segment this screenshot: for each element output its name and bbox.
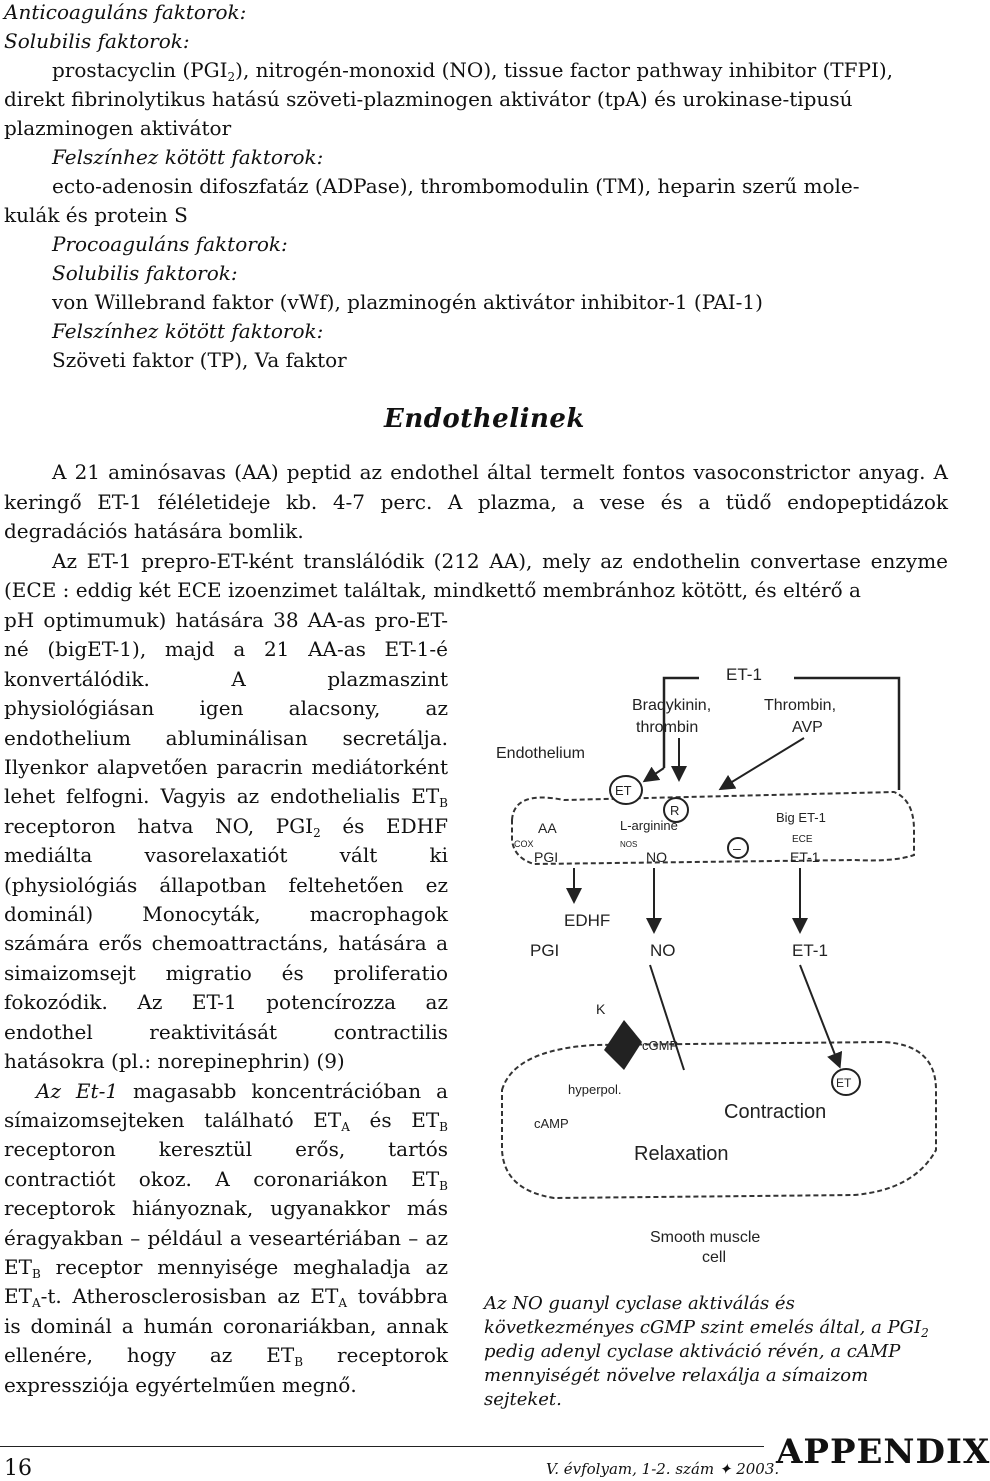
bradykinin-label: Bradykinin, bbox=[632, 697, 712, 714]
procoag-title: Procoaguláns faktorok: bbox=[52, 232, 288, 256]
ece-label: ECE bbox=[792, 834, 813, 845]
thrombin-label-1: thrombin bbox=[636, 719, 699, 736]
eta-receptor-label: ET bbox=[836, 1076, 852, 1090]
contraction-label: Contraction bbox=[724, 1101, 827, 1123]
arrow-eta bbox=[800, 965, 839, 1065]
surface-text-1: ecto-adenosin difoszfatáz (ADPase), thrombomodulin (TM), heparin szerű mole- bbox=[52, 174, 860, 198]
et1-top-label: ET-1 bbox=[726, 665, 762, 684]
surface-text-3: Szöveti faktor (TP), Va faktor bbox=[52, 348, 347, 372]
arrow-thrombin bbox=[722, 738, 804, 788]
r-receptor-label: R bbox=[670, 803, 680, 818]
nos-label: NOS bbox=[620, 840, 638, 849]
kca-label: K bbox=[596, 1001, 606, 1017]
camp-label: cAMP bbox=[534, 1116, 569, 1131]
solubilis-text-3: plazminogen aktivátor bbox=[4, 116, 232, 140]
full-width-paragraphs bbox=[4, 458, 948, 606]
solubilis-title-2: Solubilis faktorok: bbox=[52, 261, 238, 285]
journal-logo: APPENDIX bbox=[776, 1432, 990, 1472]
paragraph-4: Az Et-1 magasabb koncentrációban a símaizomsejteken található $ET_A$ és $ET_B$ receptoron keresztül erős, tartós contractiót okoz. A coronariákon $ET_B$ receptorok hiányoznak, ugyanakkor más éragyakban – például a veseartériában – az $ET_B$ receptor mennyisége meghaladja az $ET_A-t$. Atherosclerosisban az $ET_A$ továbbra is dominál a humán coronariákban, annak ellenére, hogy az $ET_B$ receptorok expressziója egyértelműen megnő. bbox=[4, 1078, 448, 1397]
arrow-to-etb bbox=[646, 768, 664, 780]
etb-receptor-label: ET bbox=[615, 783, 632, 798]
thrombin-label-2: Thrombin, bbox=[764, 697, 837, 714]
solubilis-text-4: von Willebrand faktor (vWf), plazminogén aktivátor inhibitor-1 (PAI-1) bbox=[52, 290, 763, 314]
paragraph-3: pH optimumuk) hatására 38 AA-as pro-ET-né (bigET-1), majd a 21 AA-as ET-1-é konvertálódik. A plazmaszint physiológiásan igen alacsony, az endothelium abluminálisan secretálja. Ilyenkor alapvetően paracrin mediátorként lehet felfogni. Vagyis az endothelialis $ET_B$ receptoron hatva NO, $PGI_2$ és EDHF mediálta vasorelaxatiót vált ki (physiológiás állapotban feltehetően ez dominál) Monocyták, macrophagok számára erős chemoattractáns, hatására a simaizomsejt migratio és proliferatio fokozódik. Az ET-1 potencírozza az endothel reaktivitását contractilis hatásokra (pl.: norepinephrin) (9) bbox=[4, 608, 448, 1074]
page-number: 16 bbox=[4, 1456, 32, 1481]
et1-mid-label: ET-1 bbox=[790, 849, 820, 865]
no-label-1: NO bbox=[646, 849, 667, 865]
avp-label: AVP bbox=[792, 719, 823, 736]
hyperpol-label: hyperpol. bbox=[568, 1082, 622, 1097]
issue-info: V. évfolyam, 1-2. szám ✦ 2003. bbox=[546, 1460, 780, 1478]
anticoag-title: Anticoaguláns faktorok: bbox=[4, 0, 247, 24]
paragraph-1: A 21 aminósavas (AA) peptid az endothel által termelt fontos vasoconstrictor anyag. A keringő ET-1 féléletideje kb. 4-7 perc. A plazma, a vese és a tüdő endopeptidázok degradációs hatására bomlik. bbox=[4, 460, 948, 543]
left-column-text bbox=[4, 606, 448, 1400]
smooth-muscle-label-1: Smooth muscle bbox=[650, 1229, 761, 1246]
endothelium-label: Endothelium bbox=[496, 745, 585, 762]
no-lower-label: NO bbox=[650, 941, 676, 960]
inhibit-symbol: – bbox=[733, 840, 741, 856]
arrow-no-down bbox=[650, 965, 684, 1070]
edhf-label: EDHF bbox=[564, 911, 611, 930]
solubilis-text-1: prostacyclin $(PGI_2)$, nitrogén-monoxid (NO), tissue factor pathway inhibitor (TFPI), bbox=[52, 58, 894, 84]
surface-title-2: Felszínhez kötött faktorok: bbox=[52, 319, 324, 343]
section-heading: Endothelinek bbox=[384, 404, 585, 434]
paragraph-2: Az ET-1 prepro-ET-ként translálódik (212 AA), mely az endothelin convertase enzyme (ECE : eddig két ECE izoenzimet találtak, mindkettő membránhoz kötött, és eltérő a bbox=[4, 548, 948, 602]
aa-label: AA bbox=[538, 820, 557, 836]
footer-rule bbox=[0, 1446, 764, 1447]
solubilis-title-1: Solubilis faktorok: bbox=[4, 29, 190, 53]
big-et1-label: Big ET-1 bbox=[776, 810, 826, 825]
smooth-muscle-label-2: cell bbox=[702, 1249, 727, 1266]
endothelium-outline bbox=[512, 792, 914, 864]
l-arginine-label: L-arginine bbox=[620, 818, 678, 833]
et1-lower-label: ET-1 bbox=[792, 941, 828, 960]
pgi2-lower-label: PGI bbox=[530, 941, 560, 960]
endothelin-diagram bbox=[474, 650, 958, 1288]
cgmp-label: cGMP bbox=[642, 1038, 679, 1053]
surface-text-2: kulák és protein S bbox=[4, 203, 188, 227]
channel-shape bbox=[604, 1020, 642, 1070]
cox-label: COX bbox=[514, 839, 534, 849]
figure-caption: Az NO guanyl cyclase aktiválás és következményes cGMP szint emelés által, a $PGI_2$ pedig adenyl cyclase aktiváció révén, a cAMP mennyiségét növelve relaxálja a símaizom sejteket. bbox=[484, 1293, 929, 1410]
surface-title-1: Felszínhez kötött faktorok: bbox=[52, 145, 324, 169]
solubilis-text-2: direkt fibrinolytikus hatású szöveti-plazminogen aktivátor (tpA) és urokinase-tipusú bbox=[4, 87, 853, 111]
relaxation-label: Relaxation bbox=[634, 1143, 729, 1165]
pgi2-label: PGI bbox=[534, 849, 559, 865]
